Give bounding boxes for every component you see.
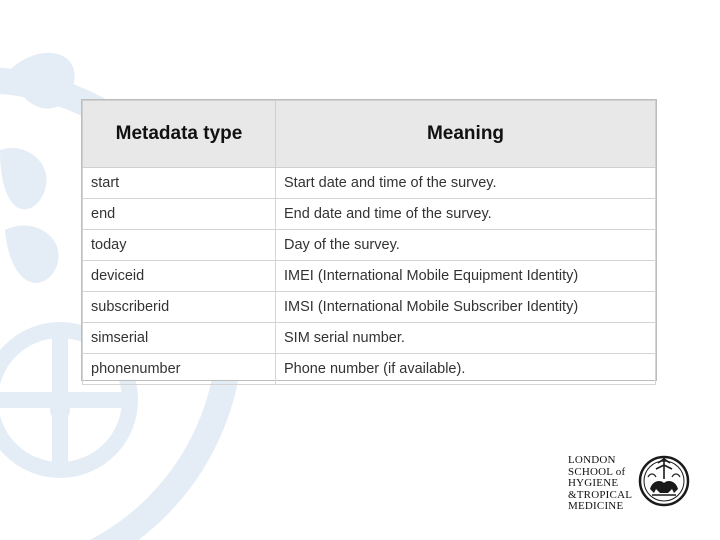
meaning-cell: End date and time of the survey. [276, 199, 656, 230]
table-row [83, 168, 656, 199]
header-meaning: Meaning [276, 101, 656, 168]
table-row [83, 230, 656, 261]
meaning-cell: IMEI (International Mobile Equipment Identity) [276, 261, 656, 292]
table-row [83, 323, 656, 354]
meaning-cell: IMSI (International Mobile Subscriber Identity) [276, 292, 656, 323]
meaning-cell: Day of the survey. [276, 230, 656, 261]
logo-line: HYGIENE [568, 477, 619, 489]
metadata-type-cell: simserial [83, 323, 276, 354]
metadata-type-cell: phonenumber [83, 354, 276, 385]
logo-line: &TROPICAL [568, 488, 633, 501]
logo-line: SCHOOL of [568, 465, 626, 478]
metadata-type-cell: subscriberid [83, 292, 276, 323]
crest-icon [638, 449, 690, 513]
metadata-type-cell: deviceid [83, 261, 276, 292]
logo-line: LONDON [568, 454, 616, 466]
table-row [83, 199, 656, 230]
table-row [83, 354, 656, 385]
lshtm-logo [568, 449, 690, 513]
metadata-type-cell: end [83, 199, 276, 230]
logo-line: MEDICINE [568, 500, 624, 512]
header-metadata-type: Metadata type [83, 101, 276, 168]
meaning-cell: Phone number (if available). [276, 354, 656, 385]
logo-wordmark [568, 455, 634, 513]
meaning-cell: SIM serial number. [276, 323, 656, 354]
table-header-row [83, 101, 656, 168]
metadata-table [82, 100, 656, 385]
metadata-table-container [81, 99, 657, 381]
table-row [83, 261, 656, 292]
meaning-cell: Start date and time of the survey. [276, 168, 656, 199]
metadata-type-cell: start [83, 168, 276, 199]
table-row [83, 292, 656, 323]
metadata-type-cell: today [83, 230, 276, 261]
